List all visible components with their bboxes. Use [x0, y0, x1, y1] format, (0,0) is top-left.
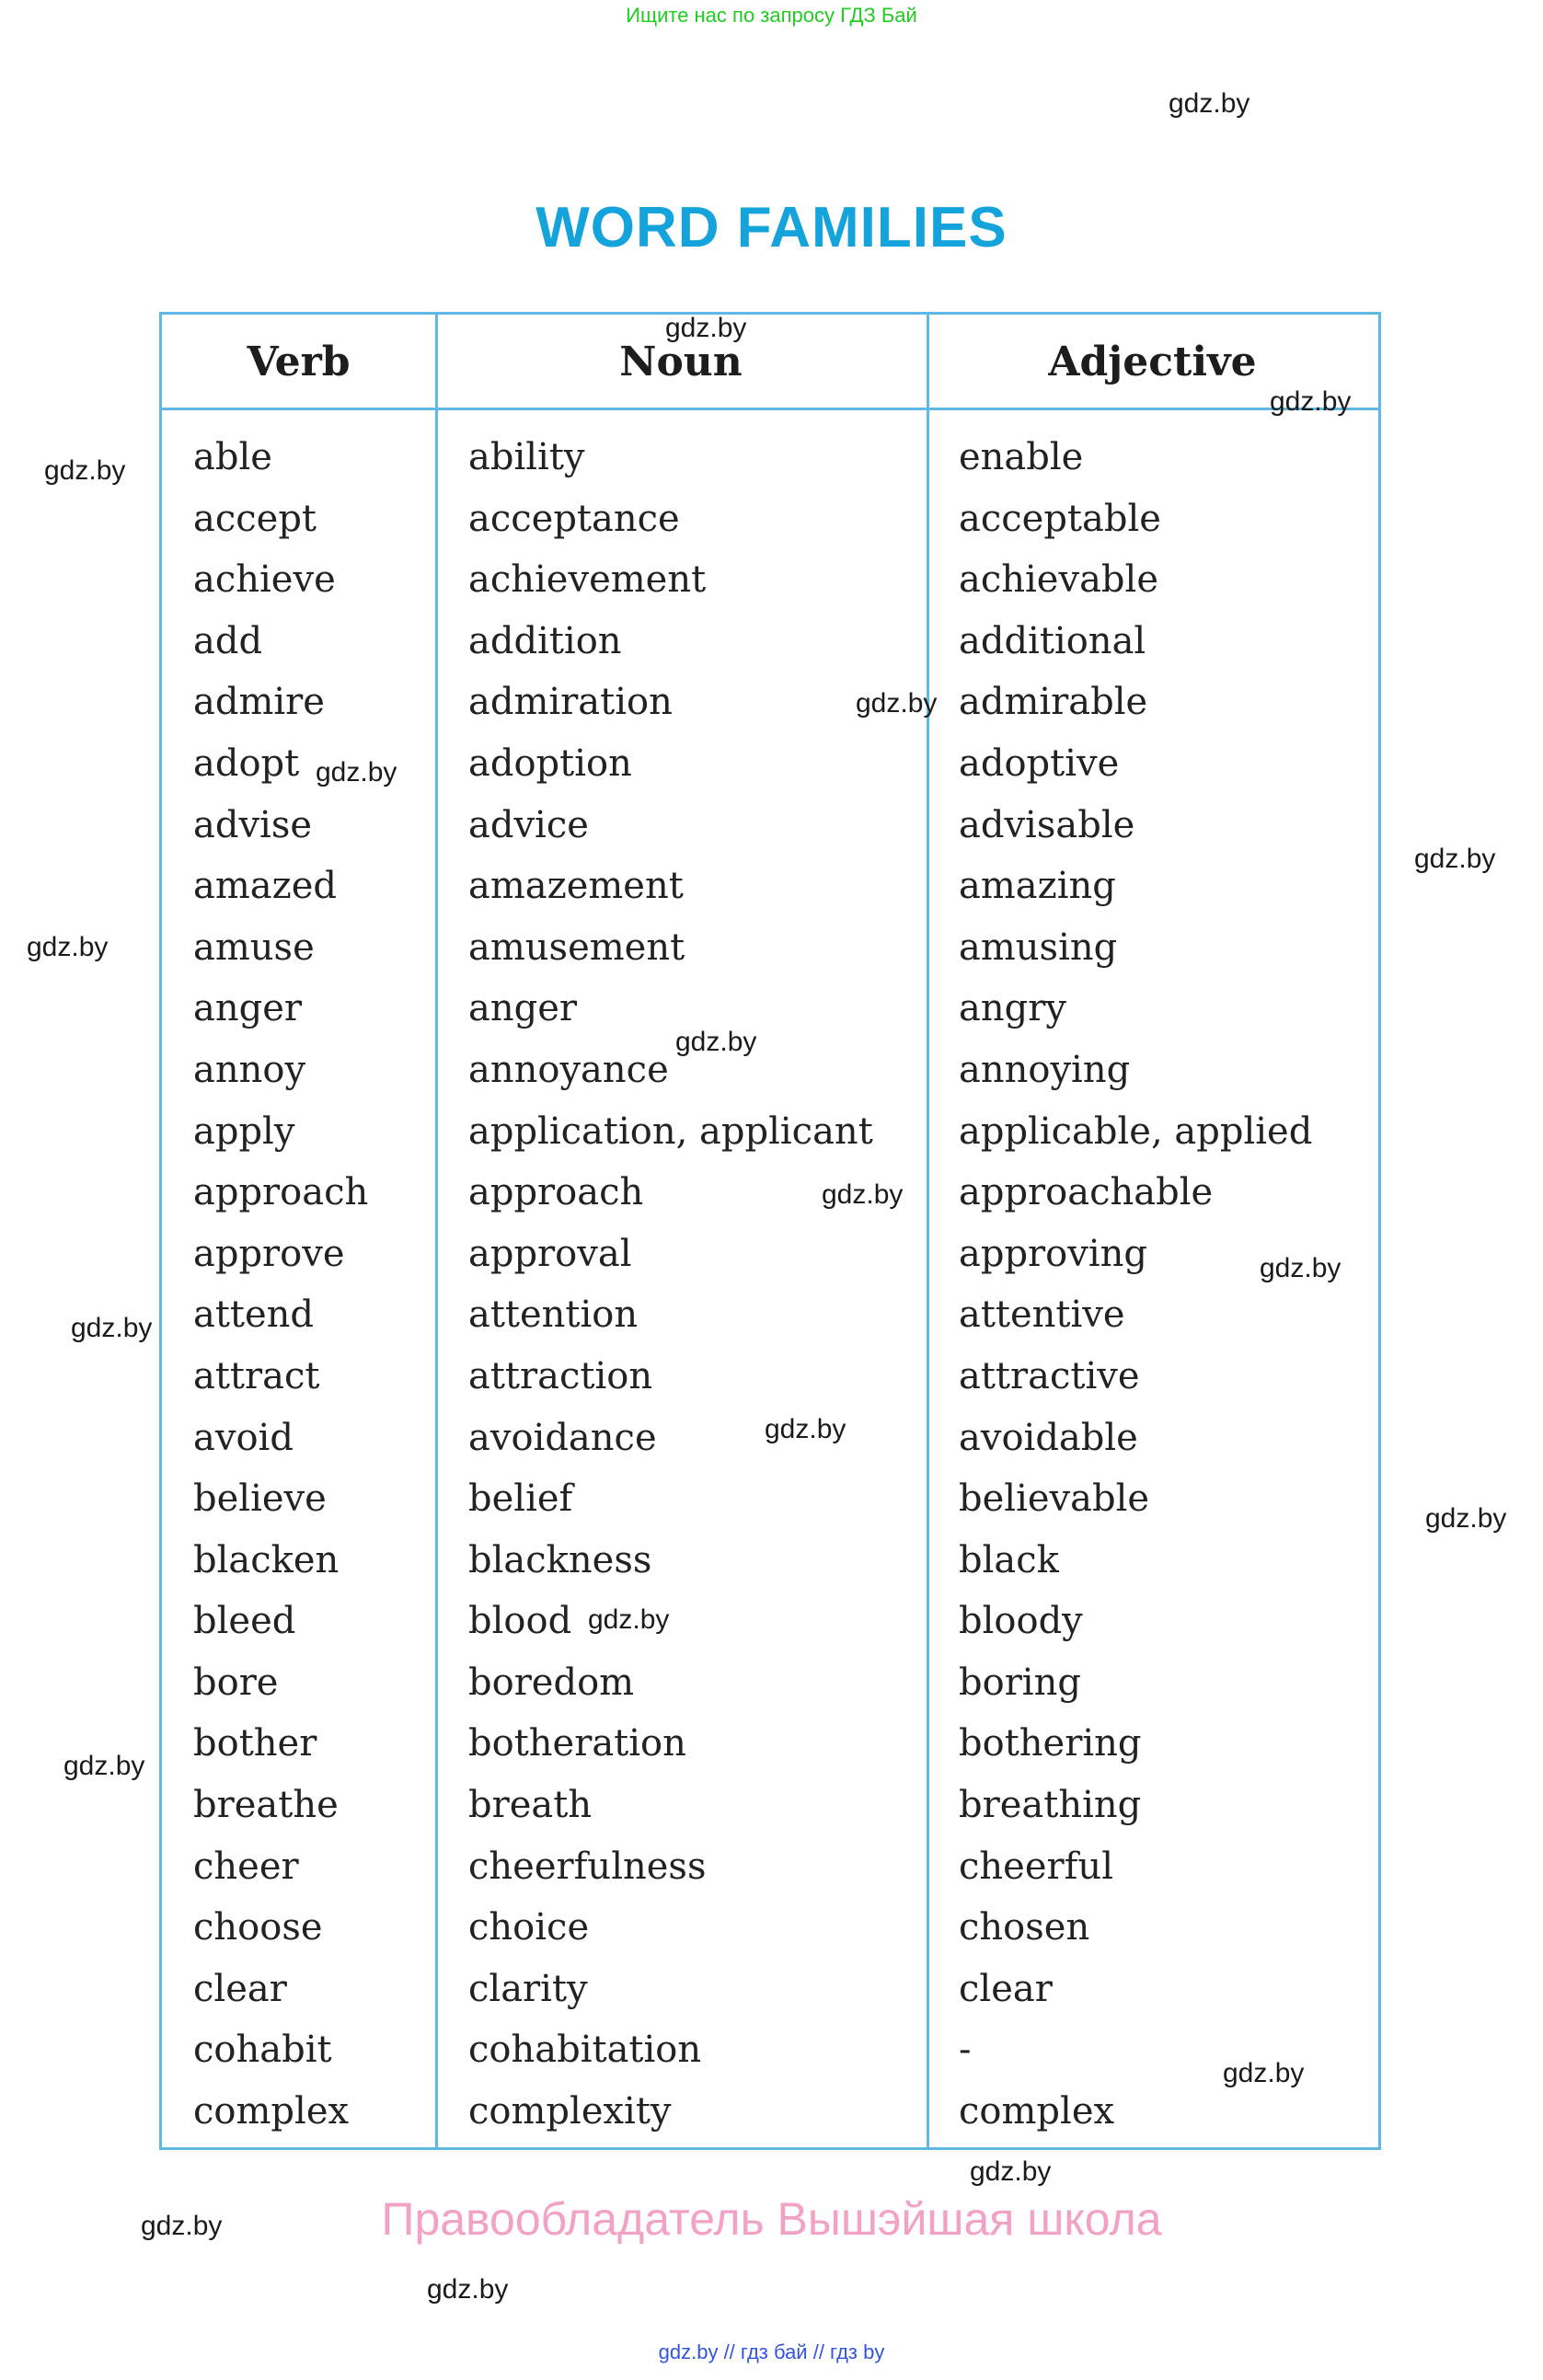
watermark: gdz.by — [1425, 1503, 1507, 1534]
noun-cell: anger — [468, 987, 578, 1030]
adjective-cell: attentive — [959, 1293, 1125, 1337]
noun-cell: acceptance — [468, 497, 680, 540]
watermark: gdz.by — [1169, 88, 1250, 119]
noun-cell: attention — [468, 1293, 639, 1337]
adjective-cell: approving — [959, 1232, 1148, 1275]
noun-cell: complexity — [468, 2090, 672, 2133]
noun-cell: amusement — [468, 926, 685, 969]
watermark: gdz.by — [1260, 1253, 1341, 1283]
verb-cell: avoid — [193, 1416, 294, 1459]
adjective-cell: enable — [959, 436, 1084, 478]
noun-cell: cohabitation — [468, 2029, 702, 2072]
verb-cell: attract — [193, 1354, 320, 1397]
verb-cell: clear — [193, 1967, 287, 2010]
noun-cell: advice — [468, 803, 589, 846]
adjective-cell: additional — [959, 619, 1146, 662]
verb-cell: apply — [193, 1110, 295, 1153]
noun-cell: attraction — [468, 1354, 653, 1397]
noun-cell: application, applicant — [468, 1110, 873, 1153]
watermark: gdz.by — [665, 313, 747, 343]
watermark: gdz.by — [71, 1313, 153, 1343]
verb-cell: admire — [193, 681, 325, 724]
noun-cell: belief — [468, 1477, 573, 1521]
noun-cell: amazement — [468, 865, 684, 908]
adjective-cell: amazing — [959, 865, 1116, 908]
verb-cell: accept — [193, 497, 317, 540]
header-noun: Noun — [619, 339, 743, 385]
noun-cell: botheration — [468, 1722, 686, 1765]
verb-cell: annoy — [193, 1048, 306, 1091]
verb-cell: achieve — [193, 558, 336, 602]
copyright-notice: Правообладатель Вышэйшая школа — [381, 2193, 1162, 2245]
adjective-cell: applicable, applied — [959, 1110, 1313, 1153]
noun-column — [468, 427, 873, 2143]
adjective-cell: bothering — [959, 1722, 1142, 1765]
verb-cell: amazed — [193, 865, 337, 908]
verb-cell: bleed — [193, 1600, 296, 1643]
top-note: Ищите нас по запросу ГДЗ Бай — [626, 4, 917, 27]
adjective-cell: acceptable — [959, 497, 1161, 540]
adjective-column — [959, 427, 1312, 2143]
column-divider — [435, 315, 438, 2147]
verb-cell: cheer — [193, 1845, 299, 1888]
verb-cell: believe — [193, 1477, 327, 1521]
adjective-cell: boring — [959, 1661, 1081, 1704]
noun-cell: addition — [468, 619, 622, 662]
adjective-cell: advisable — [959, 803, 1135, 846]
noun-cell: admiration — [468, 681, 673, 724]
adjective-cell: amusing — [959, 926, 1118, 969]
noun-cell: adoption — [468, 742, 632, 785]
watermark: gdz.by — [1414, 844, 1496, 874]
verb-cell: anger — [193, 987, 303, 1030]
noun-cell: avoidance — [468, 1416, 657, 1459]
noun-cell: blood — [468, 1600, 572, 1643]
verb-cell: adopt — [193, 742, 300, 785]
watermark: gdz.by — [970, 2156, 1052, 2187]
watermark: gdz.by — [141, 2211, 223, 2241]
column-divider — [927, 315, 929, 2147]
adjective-cell: annoying — [959, 1048, 1131, 1091]
watermark: gdz.by — [1270, 386, 1352, 417]
noun-cell: ability — [468, 436, 585, 478]
verb-cell: cohabit — [193, 2029, 332, 2072]
word-families-table — [159, 312, 1381, 2150]
footer-links: gdz.by // гдз бай // гдз by — [658, 2340, 885, 2363]
watermark: gdz.by — [427, 2274, 509, 2305]
verb-cell: bother — [193, 1722, 317, 1765]
verb-cell: able — [193, 436, 272, 478]
verb-cell: attend — [193, 1293, 315, 1337]
watermark: gdz.by — [1223, 2058, 1305, 2088]
adjective-cell: black — [959, 1538, 1059, 1581]
adjective-cell: cheerful — [959, 1845, 1113, 1888]
adjective-cell: believable — [959, 1477, 1150, 1521]
noun-cell: approach — [468, 1171, 644, 1214]
verb-cell: blacken — [193, 1538, 340, 1581]
verb-cell: advise — [193, 803, 313, 846]
header-divider — [162, 408, 1378, 410]
watermark: gdz.by — [822, 1179, 904, 1210]
verb-cell: approve — [193, 1232, 345, 1275]
adjective-cell: clear — [959, 1967, 1053, 2010]
adjective-cell: approachable — [959, 1171, 1214, 1214]
verb-cell: amuse — [193, 926, 315, 969]
noun-cell: boredom — [468, 1661, 635, 1704]
watermark: gdz.by — [588, 1604, 670, 1635]
adjective-cell: adoptive — [959, 742, 1120, 785]
noun-cell: choice — [468, 1906, 590, 1949]
header-adjective: Adjective — [1048, 339, 1257, 385]
noun-cell: achievement — [468, 558, 707, 602]
noun-cell: breath — [468, 1784, 593, 1827]
verb-cell: complex — [193, 2090, 350, 2133]
noun-cell: clarity — [468, 1967, 588, 2010]
noun-cell: approval — [468, 1232, 632, 1275]
verb-cell: add — [193, 619, 263, 662]
adjective-cell: bloody — [959, 1600, 1083, 1643]
adjective-cell: avoidable — [959, 1416, 1138, 1459]
watermark: gdz.by — [675, 1027, 757, 1057]
page-title: WORD FAMILIES — [535, 196, 1008, 259]
adjective-cell: achievable — [959, 558, 1158, 602]
noun-cell: annoyance — [468, 1048, 669, 1091]
verb-cell: bore — [193, 1661, 279, 1704]
noun-cell: blackness — [468, 1538, 652, 1581]
header-verb: Verb — [247, 339, 351, 385]
adjective-cell: admirable — [959, 681, 1148, 724]
adjective-cell: chosen — [959, 1906, 1090, 1949]
adjective-cell: complex — [959, 2090, 1115, 2133]
watermark: gdz.by — [856, 688, 938, 719]
verb-cell: breathe — [193, 1784, 339, 1827]
adjective-cell: breathing — [959, 1784, 1142, 1827]
watermark: gdz.by — [316, 757, 397, 788]
adjective-cell: - — [959, 2029, 972, 2072]
watermark: gdz.by — [63, 1751, 145, 1781]
adjective-cell: attractive — [959, 1354, 1140, 1397]
watermark: gdz.by — [765, 1414, 846, 1444]
watermark: gdz.by — [27, 932, 109, 962]
verb-column — [193, 427, 368, 2143]
verb-cell: approach — [193, 1171, 369, 1214]
adjective-cell: angry — [959, 987, 1066, 1030]
verb-cell: choose — [193, 1906, 323, 1949]
noun-cell: cheerfulness — [468, 1845, 707, 1888]
watermark: gdz.by — [44, 455, 126, 486]
